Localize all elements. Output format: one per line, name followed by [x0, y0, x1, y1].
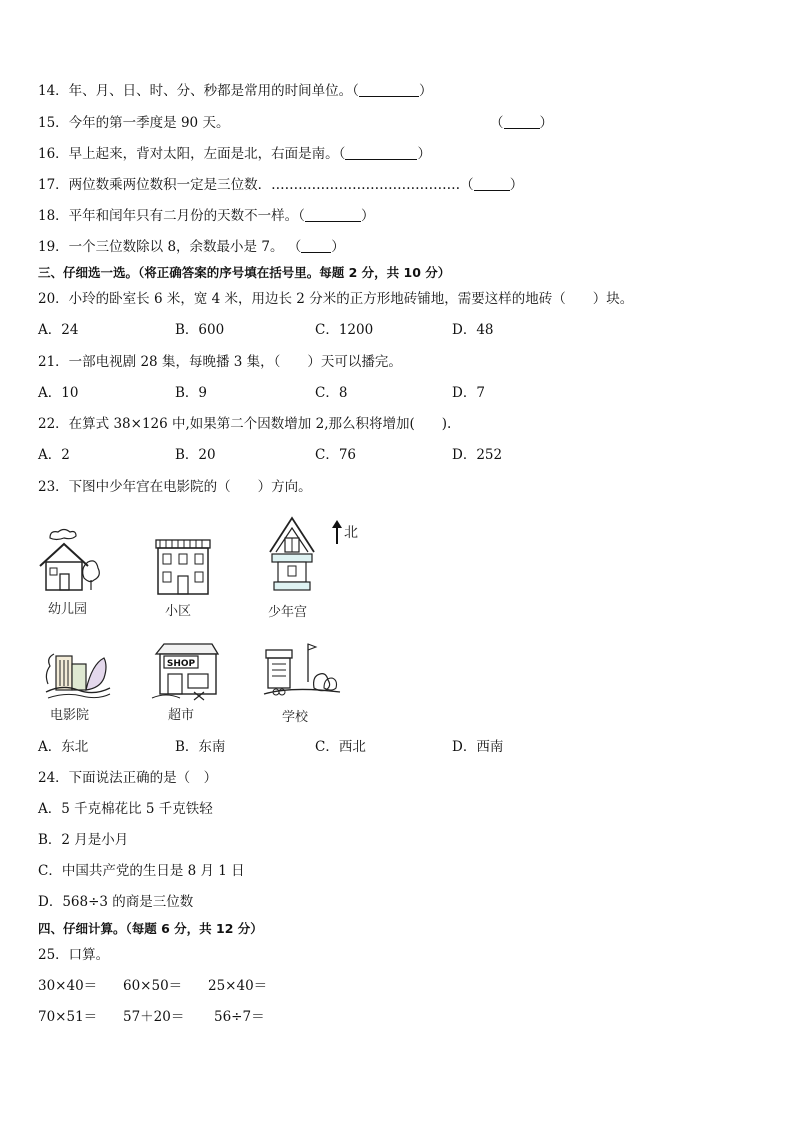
- question-19-text: 19．一个三位数除以 8，余数最小是 7。 （: [38, 239, 302, 255]
- calc-item: 56÷7＝: [214, 1009, 265, 1025]
- section-3-heading: 三、仔细选一选。（将正确答案的序号填在括号里。每题 2 分，共 10 分）: [38, 265, 451, 280]
- answer-blank-17[interactable]: [474, 177, 510, 191]
- label-kindergarten: 幼儿园: [48, 602, 88, 617]
- paren-close: ）: [417, 146, 431, 162]
- answer-blank-14[interactable]: [359, 83, 419, 97]
- label-school: 学校: [282, 710, 309, 725]
- label-supermarket: 超市: [168, 708, 195, 723]
- question-16-text: 16．早上起来，背对太阳，左面是北，右面是南。（: [38, 146, 346, 162]
- option-a[interactable]: A．24: [38, 322, 79, 338]
- section-4-heading: 四、仔细计算。（每题 6 分，共 12 分）: [38, 921, 263, 936]
- question-24: 24．下面说法正确的是（ ）: [38, 770, 218, 786]
- question-16: [38, 145, 431, 163]
- option-b[interactable]: B．20: [175, 447, 216, 463]
- option-a[interactable]: A．5 千克棉花比 5 千克铁轻: [38, 801, 213, 817]
- question-14: [38, 82, 432, 100]
- question-17-text: 17．两位数乘两位数积一定是三位数．……………………………………（: [38, 177, 474, 193]
- option-a[interactable]: A．2: [38, 447, 70, 463]
- option-a[interactable]: A．东北: [38, 739, 89, 755]
- option-b[interactable]: B．东南: [175, 739, 226, 755]
- option-c[interactable]: C．76: [315, 447, 357, 463]
- paren-close: ）: [539, 115, 553, 131]
- question-20: 20．小玲的卧室长 6 米，宽 4 米，用边长 2 分米的正方形地砖铺地，需要这样的地砖（ ）块。: [38, 291, 634, 307]
- option-c[interactable]: C．8: [315, 385, 348, 401]
- youth-palace-icon: [266, 516, 318, 600]
- paren-close: ）: [331, 239, 345, 255]
- north-label: 北: [344, 525, 358, 541]
- paren-close: ）: [418, 83, 433, 99]
- question-21: 21．一部电视剧 28 集，每晚播 3 集，（ ）天可以播完。: [38, 354, 402, 370]
- option-d[interactable]: D．西南: [452, 739, 504, 755]
- option-c[interactable]: C．中国共产党的生日是 8 月 1 日: [38, 863, 245, 879]
- question-15: [38, 114, 229, 132]
- calc-item: 25×40＝: [208, 978, 268, 994]
- paren-close: ）: [360, 208, 375, 224]
- question-23: 23．下图中少年宫在电影院的（ ）方向。: [38, 479, 312, 495]
- option-c[interactable]: C．1200: [315, 322, 374, 338]
- label-cinema: 电影院: [50, 708, 90, 723]
- question-14-text: 14．年、月、日、时、分、秒都是常用的时间单位。（: [38, 83, 359, 99]
- answer-blank-18[interactable]: [305, 208, 361, 222]
- north-arrow-icon: [331, 520, 343, 544]
- option-b[interactable]: B．2 月是小月: [38, 832, 129, 848]
- answer-blank-15[interactable]: [504, 115, 540, 129]
- calc-item: 70×51＝: [38, 1009, 98, 1025]
- question-25: 25．口算。: [38, 947, 110, 963]
- option-d[interactable]: D．568÷3 的商是三位数: [38, 894, 194, 910]
- supermarket-icon: [150, 642, 222, 702]
- answer-15: [490, 114, 553, 132]
- question-17: [38, 176, 523, 194]
- paren-close: ）: [509, 177, 524, 193]
- answer-blank-19[interactable]: [301, 239, 331, 253]
- shop-sign-text: SHOP: [166, 659, 196, 669]
- label-youth-palace: 少年宫: [268, 605, 308, 620]
- question-22: 22．在算式 38×126 中,如果第二个因数增加 2,那么积将增加( ).: [38, 416, 452, 432]
- option-d[interactable]: D．7: [452, 385, 485, 401]
- question-18-text: 18．平年和闰年只有二月份的天数不一样。（: [38, 208, 305, 224]
- calc-item: 30×40＝: [38, 978, 98, 994]
- question-19: [38, 238, 345, 256]
- kindergarten-icon: [36, 528, 102, 596]
- cinema-icon: [42, 644, 114, 702]
- option-d[interactable]: D．48: [452, 322, 494, 338]
- question-18: [38, 207, 374, 225]
- school-icon: [262, 642, 342, 702]
- label-residential-area: 小区: [165, 604, 192, 619]
- calc-item: 57＋20＝: [123, 1009, 185, 1025]
- paren-open: （: [490, 115, 504, 131]
- residential-building-icon: [154, 538, 212, 596]
- option-d[interactable]: D．252: [452, 447, 503, 463]
- option-c[interactable]: C．西北: [315, 739, 366, 755]
- calc-item: 60×50＝: [123, 978, 183, 994]
- question-15-text: 15．今年的第一季度是 90 天。: [38, 115, 230, 131]
- option-b[interactable]: B．600: [175, 322, 225, 338]
- option-a[interactable]: A．10: [38, 385, 79, 401]
- answer-blank-16[interactable]: [345, 146, 417, 160]
- option-b[interactable]: B．9: [175, 385, 208, 401]
